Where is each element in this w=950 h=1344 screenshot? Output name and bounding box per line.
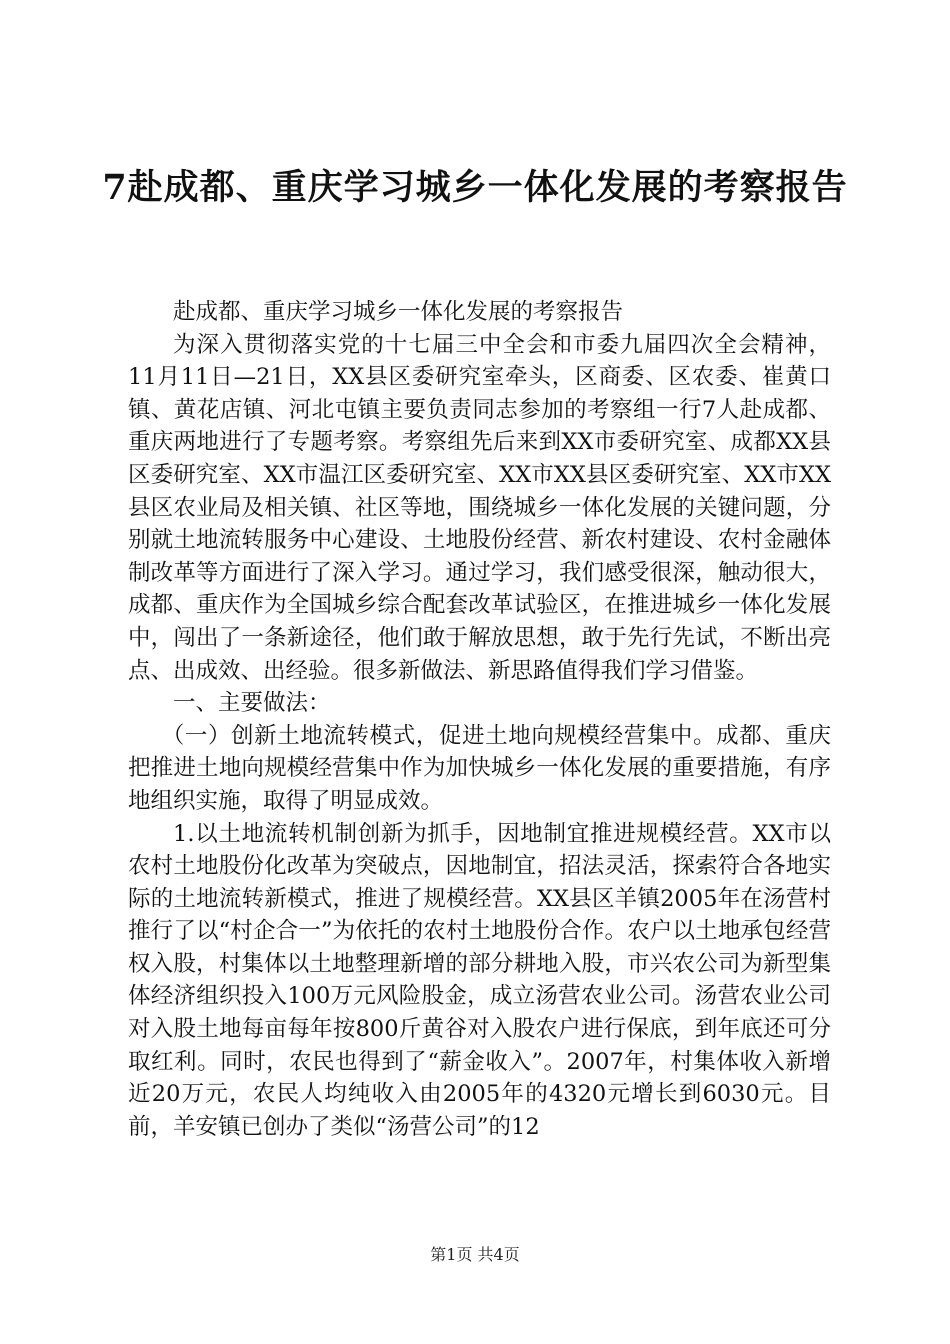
section-heading: 一、主要做法： <box>173 690 331 717</box>
paragraph-item-1: 1.以土地流转机制创新为抓手，因地制宜推进规模经营。XX市以农村土地股份化改革为突破点，因地制宜，招法灵活，探索符合各地实际的土地流转新模式，推进了规模经营。XX县区羊镇2005年在汤营村推行了以“村企合一”为依托的农村土地股份合作。农户以土地承包经营权入股，村集体以土地整理新增的部分耕地入股，市兴农公司为新型集体经济组织投入100万元风险股金，成立汤营农业公司。汤营农业公司对入股土地每亩每年按800斤黄谷对入股农户进行保底，到年底还可分取红利。同时，农民也得到了“薪金收入”。2007年，村集体收入新增近20万元，农民人均纯收入由2005年的4320元增长到6030元。目前，羊安镇已创办了类似“汤营公司”的12 <box>128 820 831 1140</box>
page-number: 第1页 共4页 <box>430 1245 520 1264</box>
paragraph-subtitle: 赴成都、重庆学习城乡一体化发展的考察报告 <box>173 299 624 325</box>
document-body <box>128 296 831 1143</box>
paragraph-intro: 为深入贯彻落实党的十七届三中全会和市委九届四次全会精神，11月11日—21日，XX县区委研究室牵头，区商委、区农委、崔黄口镇、黄花店镇、河北屯镇主要负责同志参加的考察组一行7人赴成都、重庆两地进行了专题考察。考察组先后来到XX市委研究室、成都XX县区委研究室、XX市温江区委研究室、XX市XX县区委研究室、XX市XX县区农业局及相关镇、社区等地，围绕城乡一体化发展的关键问题，分别就土地流转服务中心建设、土地股份经营、新农村建设、农村金融体制改革等方面进行了深入学习。通过学习，我们感受很深，触动很大，成都、重庆作为全国城乡综合配套改革试验区，在推进城乡一体化发展中，闯出了一条新途径，他们敢于解放思想，敢于先行先试，不断出亮点、出成效、出经验。很多新做法、新思路值得我们学习借鉴。 <box>128 331 831 684</box>
document-title: 7赴成都、重庆学习城乡一体化发展的考察报告 <box>102 167 848 208</box>
paragraph-subsection-1: （一）创新土地流转模式，促进土地向规模经营集中。成都、重庆把推进土地向规模经营集中作为加快城乡一体化发展的重要措施，有序地组织实施，取得了明显成效。 <box>128 722 831 814</box>
